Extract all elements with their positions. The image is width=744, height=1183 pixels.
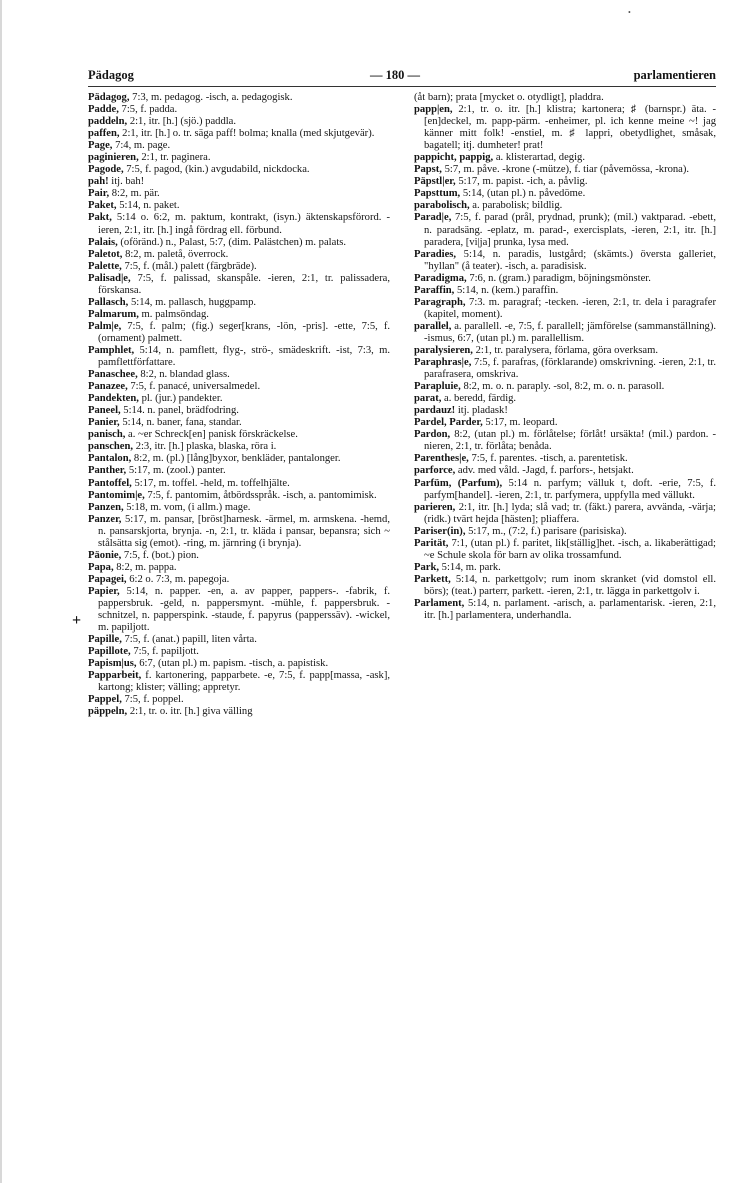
entry-headword: Parenthes|e, [414, 453, 469, 465]
entry-headword: Pair, [88, 188, 110, 200]
dictionary-entry [88, 574, 390, 586]
entry-headword: Pantomim|e, [88, 489, 145, 501]
entry-definition: 7:3, m. pedagog. -isch, a. pedagogisk. [129, 92, 293, 103]
entry-definition: 2:1, itr. [h.] (sjö.) paddla. [127, 116, 237, 128]
entry-headword: Panier, [88, 417, 120, 429]
entry-headword: Panther, [88, 465, 127, 477]
dictionary-entry [88, 104, 390, 116]
dictionary-entry [88, 453, 390, 465]
entry-definition: 5:14, m. pallasch, huggpamp. [128, 296, 257, 308]
dictionary-entry [88, 381, 390, 393]
entry-headword: paddeln, [88, 116, 128, 128]
dictionary-entry [414, 598, 716, 622]
entry-headword: Parad|e, [414, 212, 452, 224]
entry-headword: Pardon, [414, 429, 451, 441]
entry-definition: 7:5, f. pagod, (kin.) avgudabild, nickdocka. [123, 164, 310, 176]
dictionary-entry [88, 200, 390, 212]
entry-headword: pardauz! [414, 405, 456, 417]
dictionary-entry [88, 188, 390, 200]
entry-definition: 5:14, n. paket. [116, 200, 180, 212]
dictionary-entry [88, 116, 390, 128]
entry-definition: 7:5, f. palm; (fig.) seger[krans, -lön, -pris]. -ette, 7:5, f. (ornament) palmett. [98, 320, 390, 344]
dictionary-entry [88, 261, 390, 273]
entry-definition: a. beredd, färdig. [441, 393, 517, 405]
entry-headword: Paraphras|e, [414, 357, 472, 369]
entry-definition: 7:5, f. parad (prål, prydnad, prunk); (mil.) vaktparad. -ebett, n. paradsäng. -eplatz, m. parad-, exercisplats, -ieren, 2:1, itr. [h.] paradera, [vi|ja] prunka, lysa med. [424, 212, 716, 248]
entry-headword: paffen, [88, 128, 120, 140]
entry-definition: a. klisterartad, degig. [493, 152, 585, 164]
dictionary-entry [88, 128, 390, 140]
entry-definition: 5:14 o. 6:2, m. paktum, kontrakt, (isyn.) äktenskapsförord. -ieren, 2:1, itr. [h.] ingå fördrag ell. förbund. [98, 212, 390, 236]
entry-definition: 7:5, f. (bot.) pion. [121, 549, 199, 561]
dictionary-entry [414, 297, 716, 321]
left-column [88, 92, 390, 718]
entry-headword: paralysieren, [414, 344, 473, 356]
dictionary-entry [414, 562, 716, 574]
entry-headword: Palm|e, [88, 320, 122, 332]
entry-definition: 2:1, itr. [h.] lyda; slå vad; tr. (fäkt.) parera, avvända, -värja; (ridk.) tvärt hejda [hästen]; pliaffera. [424, 501, 716, 525]
entry-headword: Padde, [88, 104, 119, 116]
entry-definition: 8:2, m. (pl.) [lång]byxor, benkläder, pantalonger. [131, 453, 341, 465]
page-number: — 180 — [370, 68, 420, 82]
entry-definition: pl. (jur.) pandekter. [138, 393, 223, 405]
entry-definition: 7:6, n. (gram.) paradigm, böjningsmönster. [466, 272, 651, 284]
entry-headword: Paneel, [88, 405, 121, 417]
dictionary-entry [88, 309, 390, 321]
entry-headword: papp|en, [414, 104, 453, 116]
entry-definition: 7:5, f. poppel. [121, 694, 184, 706]
entry-headword: Papille, [88, 634, 122, 646]
dictionary-entry [414, 200, 716, 212]
dictionary-entry [414, 176, 716, 188]
entry-definition: 5:14, n. baner, fana, standar. [119, 417, 242, 429]
entry-headword: Paradies, [414, 248, 457, 260]
entry-definition: a. parallell. -e, 7:5, f. parallell; jämförelse (sammanställning). -ismus, 6:7, (utan pl.) m. parallellism. [424, 320, 716, 344]
entry-headword: Parlament, [414, 597, 465, 609]
dictionary-entry [414, 526, 716, 538]
dictionary-entry [88, 586, 390, 634]
dictionary-entry [414, 104, 716, 152]
entry-definition: 8:2, m. pappa. [113, 561, 177, 573]
entry-headword: Palmarum, [88, 308, 139, 320]
header-rule [88, 86, 716, 87]
entry-headword: Pardel, Parder, [414, 417, 483, 429]
entry-headword: Paket, [88, 200, 117, 212]
dictionary-entry [88, 92, 390, 104]
entry-definition: 7:5, f. pantomim, åtbördsspråk. -isch, a. pantomimisk. [144, 489, 377, 501]
dictionary-entry [414, 164, 716, 176]
entry-definition: 8:2, n. blandad glass. [137, 369, 230, 381]
entry-headword: Panazee, [88, 381, 128, 393]
entry-headword: Pariser(in), [414, 525, 466, 537]
entry-definition: 5:14, n. parkettgolv; rum inom skranket (vid domstol ell. börs); (teat.) parterr, parkett. -ieren, 2:1, tr. lägga in parkettgolv i. [424, 573, 716, 597]
dictionary-entry [88, 694, 390, 706]
entry-definition: 7:5, f. (mål.) palett (färgbräde). [121, 260, 257, 272]
entry-definition: 2:1, tr. paralysera, förlama, göra overksam. [472, 344, 658, 356]
entry-headword: Pädagog, [88, 92, 130, 103]
dictionary-entry [88, 465, 390, 477]
dictionary-entry [88, 441, 390, 453]
entry-headword: Pantoffel, [88, 477, 132, 489]
entry-definition: 5:7, m. påve. -krone (-mütze), f. tiar (påvemössa, -krona). [441, 164, 690, 176]
entry-headword: paginieren, [88, 152, 139, 164]
entry-definition: 5:18, m. vom, (i allm.) mage. [123, 501, 251, 513]
entry-headword: Parkett, [414, 573, 451, 585]
entry-definition: f. kartonering, papparbete. -e, 7:5, f. papp[massa, -ask], kartong; klister; välling; appretyr. [98, 670, 390, 694]
entry-headword: Papa, [88, 561, 114, 573]
entry-definition: 5:14 n. parfym; välluk t, doft. -erie, 7:5, f. parfym[handel]. -ieren, 2:1, tr. parfymera, uppfylla med vällukt. [424, 477, 716, 501]
entry-headword: Panzen, [88, 501, 124, 513]
dictionary-entry [88, 140, 390, 152]
dictionary-entry [414, 574, 716, 598]
entry-headword: Päonie, [88, 549, 122, 561]
dictionary-entry [414, 92, 716, 104]
entry-headword: Parfüm, (Parfum), [414, 477, 503, 489]
entry-headword: päppeln, [88, 706, 128, 718]
right-column [414, 92, 716, 622]
dictionary-entry [414, 188, 716, 200]
dictionary-entry [88, 429, 390, 441]
entry-headword: Päpstl|er, [414, 176, 456, 188]
dictionary-entry [414, 465, 716, 477]
entry-definition: 2:1, tr. o. itr. [h.] giva välling [127, 706, 253, 718]
entry-definition: 5:17, m. leopard. [482, 417, 558, 429]
dictionary-entry [414, 429, 716, 453]
entry-headword: Parapluie, [414, 381, 461, 393]
entry-definition: 5:17, m. papist. -ich, a. påvlig. [455, 176, 588, 188]
entry-definition: m. palmsöndag. [138, 308, 209, 320]
margin-plus-mark: + [72, 612, 82, 629]
entry-definition: 5:17, m. pansar, [bröst]harnesk. -ärmel, m. armskena. -hemd, n. pansarskjorta, brynja. -n, 2:1, tr. kläda i pansar, bepansra; sich ~ stålsätta sig (emot). -ring, m. järnring (i brynja). [98, 513, 390, 549]
entry-definition: (åt barn); prata [mycket o. otydligt], pladdra. [414, 92, 604, 103]
entry-headword: parforce, [414, 465, 456, 477]
dictionary-entry [88, 393, 390, 405]
entry-headword: Pappel, [88, 694, 122, 706]
entry-definition: 5:14, n. (kem.) paraffin. [454, 284, 559, 296]
entry-headword: Paragraph, [414, 296, 466, 308]
entry-definition: a. ~er Schreck[en] panisk förskräckelse. [125, 429, 298, 441]
dictionary-entry [414, 345, 716, 357]
dictionary-entry [88, 514, 390, 550]
entry-headword: panisch, [88, 429, 126, 441]
header-right-guide-word: parlamentieren [633, 68, 716, 82]
dictionary-entry [88, 706, 390, 718]
entry-headword: Pantalon, [88, 453, 132, 465]
dictionary-entry [88, 417, 390, 429]
entry-headword: Park, [414, 561, 440, 573]
entry-headword: Pallasch, [88, 296, 129, 308]
speck: • [628, 8, 631, 17]
dictionary-entry [414, 212, 716, 248]
entry-headword: Papillote, [88, 646, 131, 658]
dictionary-entry [414, 321, 716, 345]
dictionary-entry [414, 417, 716, 429]
entry-headword: Parität, [414, 537, 449, 549]
dictionary-entry [414, 502, 716, 526]
entry-headword: Papism|us, [88, 658, 137, 670]
entry-headword: Page, [88, 140, 113, 152]
entry-headword: Panzer, [88, 513, 122, 525]
entry-headword: pah! [88, 176, 109, 188]
entry-definition: 7:5, f. parafras, (förklarande) omskrivning. -ieren, 2:1, tr. parafrasera, omskriva. [424, 357, 716, 381]
entry-definition: 8:2, (utan pl.) m. förlåtelse; förlåt! ursäkta! (mil.) pardon. -nieren, 2:1, tr. förlåta; benåda. [424, 429, 716, 453]
dictionary-entry [88, 152, 390, 164]
dictionary-entry [88, 634, 390, 646]
dictionary-entry [88, 658, 390, 670]
dictionary-entry [88, 670, 390, 694]
entry-definition: 5:14, (utan pl.) n. påvedöme. [460, 188, 586, 200]
entry-definition: 5:14, n. parlament. -arisch, a. parlamentarisk. -ieren, 2:1, itr. [h.] parlamentera, underhandla. [424, 597, 716, 622]
entry-definition: 2:1, tr. o. itr. [h.] klistra; kartonera; ♯ (barnspr.) äta. -[en]deckel, m. papp-pärm. -enheimer, pl. ich kenne meine ~! jag känner mitt folk! -enstiel, m. ♯ lappri, obetydlighet, småsak, bagatell; itj. dumheter! prat! [424, 104, 716, 152]
dictionary-entry [88, 273, 390, 297]
entry-definition: 7:5, f. panacé, universalmedel. [127, 381, 261, 393]
entry-headword: Panaschee, [88, 369, 138, 381]
entry-definition: itj. bah! [108, 176, 145, 188]
entry-headword: Palette, [88, 260, 122, 272]
entry-definition: 7:5, f. papiljott. [130, 646, 199, 658]
entry-definition: adv. med våld. -Jagd, f. parfors-, hetsjakt. [455, 465, 634, 477]
entry-definition: 7:5, f. parentes. -tisch, a. parentetisk. [468, 453, 628, 465]
dictionary-entry [88, 345, 390, 369]
dictionary-entry [414, 478, 716, 502]
entry-headword: Palisad|e, [88, 272, 131, 284]
entry-headword: Paletot, [88, 248, 123, 260]
dictionary-entry [88, 249, 390, 261]
dictionary-entry [88, 369, 390, 381]
entry-definition: (oföränd.) n., Palast, 5:7, (dim. Palästchen) m. palats. [117, 236, 347, 248]
entry-definition: 5:14, m. park. [439, 561, 501, 573]
header-left-guide-word: Pädagog [88, 68, 134, 82]
entry-headword: panschen, [88, 441, 134, 453]
dictionary-entry [414, 453, 716, 465]
entry-definition: 5:14, n. paradis, lustgård; (skämts.) översta galleriet, "hyllan" (å teater). -isch, a. paradisisk. [424, 248, 716, 272]
dictionary-entry [88, 297, 390, 309]
entry-headword: Paradigma, [414, 272, 467, 284]
entry-definition: 8:2, m. pär. [109, 188, 160, 200]
entry-headword: parallel, [414, 320, 452, 332]
entry-headword: Papst, [414, 164, 442, 176]
entry-definition: 7:5, f. padda. [118, 104, 178, 116]
entry-definition: 2:1, tr. paginera. [138, 152, 211, 164]
entry-headword: Pandekten, [88, 393, 139, 405]
dictionary-entry [88, 490, 390, 502]
entry-headword: Papsttum, [414, 188, 461, 200]
entry-headword: Pagode, [88, 164, 124, 176]
entry-headword: Papier, [88, 585, 120, 597]
entry-headword: parat, [414, 393, 442, 405]
entry-definition: 2:3, itr. [h.] plaska, blaska, röra i. [133, 441, 277, 453]
entry-definition: 7:4, m. page. [112, 140, 171, 152]
entry-definition: 6:2 o. 7:3, m. papegoja. [126, 573, 230, 585]
entry-definition: 5:14, n. papper. -en, a. av papper, pappers-. -fabrik, f. pappersbruk. -geld, n. pappersmynt. -mühle, f. pappersbruk. -schnitzel, n. papperspink. -staude, f. papyrus (papperssäv). -wickel, m. papiljott. [98, 585, 390, 634]
dictionary-entry [414, 405, 716, 417]
dictionary-entry [88, 646, 390, 658]
dictionary-entry [88, 321, 390, 345]
entry-headword: Pakt, [88, 212, 112, 224]
entry-headword: Papagei, [88, 573, 127, 585]
entry-definition: 8:2, m. paletå, överrock. [122, 248, 229, 260]
dictionary-entry [414, 357, 716, 381]
entry-definition: 7:3. m. paragraf; -tecken. -ieren, 2:1, tr. dela i paragrafer (kapitel, moment). [424, 296, 716, 320]
dictionary-entry [88, 176, 390, 188]
dictionary-entry [414, 273, 716, 285]
dictionary-entry [88, 212, 390, 236]
entry-definition: 5:14. n. panel, brädfodring. [120, 405, 239, 417]
entry-definition: itj. pladask! [455, 405, 508, 417]
entry-headword: Pamphlet, [88, 344, 135, 356]
dictionary-entry [414, 249, 716, 273]
dictionary-entry [88, 164, 390, 176]
entry-headword: Paraffin, [414, 284, 455, 296]
scan-edge [0, 0, 2, 1183]
dictionary-entry [88, 237, 390, 249]
dictionary-entry [414, 152, 716, 164]
entry-definition: 7:5, f. palissad, skanspåle. -ieren, 2:1, tr. palissadera, förskansa. [98, 272, 390, 296]
entry-definition: 5:17, m. (zool.) panter. [126, 465, 226, 477]
dictionary-entry [414, 538, 716, 562]
dictionary-entry [88, 562, 390, 574]
entry-definition: 5:17, m. toffel. -held, m. toffelhjälte. [131, 477, 290, 489]
entry-definition: 5:14, n. pamflett, flyg-, strö-, smädeskrift. -ist, 7:3, m. pamflettförfattare. [98, 344, 390, 369]
dictionary-entry [88, 502, 390, 514]
entry-definition: 7:1, (utan pl.) f. paritet, lik[ställig]het. -isch, a. likaberättigad; ~e Schule skola för barn av olika trossamfund. [424, 537, 716, 561]
entry-headword: pappicht, pappig, [414, 152, 494, 164]
entry-definition: 7:5, f. (anat.) papill, liten vårta. [121, 634, 257, 646]
entry-headword: parabolisch, [414, 200, 470, 212]
dictionary-entry [414, 285, 716, 297]
entry-definition: 6:7, (utan pl.) m. papism. -tisch, a. papistisk. [136, 658, 329, 670]
dictionary-entry [88, 550, 390, 562]
entry-headword: parieren, [414, 501, 456, 513]
entry-definition: 5:17, m., (7:2, f.) parisare (parisiska). [465, 525, 627, 537]
dictionary-entry [414, 393, 716, 405]
entry-headword: Palais, [88, 236, 118, 248]
entry-definition: 8:2, m. o. n. paraply. -sol, 8:2, m. o. n. parasoll. [460, 381, 665, 393]
entry-definition: 2:1, itr. [h.] o. tr. säga paff! bolma; knalla (med skjutgevär). [119, 128, 375, 140]
entry-headword: Papparbeit, [88, 670, 142, 682]
dictionary-entry [88, 405, 390, 417]
entry-definition: a. parabolisk; bildlig. [469, 200, 563, 212]
dictionary-entry [414, 381, 716, 393]
dictionary-entry [88, 478, 390, 490]
